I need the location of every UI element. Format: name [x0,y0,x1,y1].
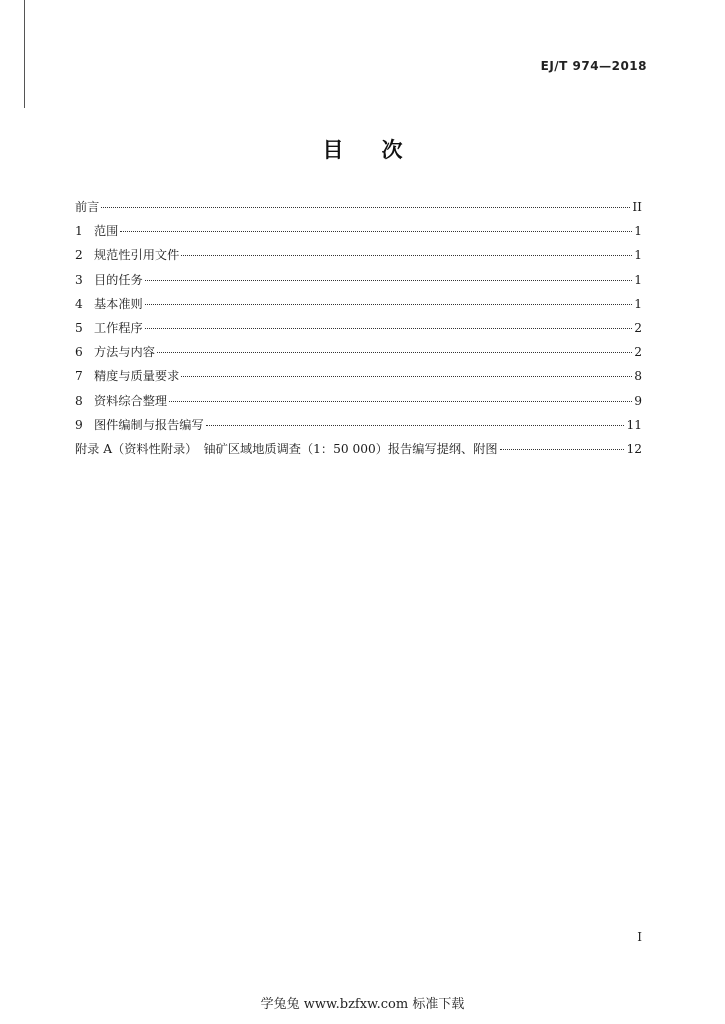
toc-entry-label: 工作程序 [94,320,143,335]
toc-entry-number: 3 [75,272,83,287]
toc-entry-label: 图件编制与报告编写 [94,417,204,432]
toc-leader-dots [206,425,625,426]
toc-entry-page: 1 [634,272,642,287]
binding-margin-line [24,0,25,108]
toc-entry-page: 2 [634,345,642,360]
toc-entry-page: 11 [626,417,642,432]
title-char-1: 目 [322,138,344,162]
toc-entry-3[interactable] [75,268,642,292]
toc-entry-page: 9 [634,393,642,408]
toc-leader-dots [169,401,632,402]
toc-entry-label: 前言 [75,200,100,214]
toc-leader-dots [500,449,625,450]
page-title [0,134,725,164]
toc-entry-appendix-a[interactable] [75,437,642,461]
toc-entry-number: 9 [75,417,83,432]
toc-leader-dots [181,255,632,256]
toc-entry-5[interactable] [75,316,642,340]
toc-entry-label: 规范性引用文件 [94,248,180,263]
toc-entry-page: II [632,200,642,214]
toc-entry-label: 精度与质量要求 [94,369,180,384]
toc-entry-7[interactable] [75,364,642,388]
toc-entry-label: 附录 A（资料性附录） 铀矿区域地质调查（1：50 000）报告编写提纲、附图 [75,441,498,456]
toc-leader-dots [145,280,632,281]
toc-entry-number: 8 [75,393,83,408]
title-char-2: 次 [381,138,403,162]
toc-entry-number: 2 [75,248,83,263]
toc-entry-foreword[interactable] [75,195,642,219]
standard-code: EJ/T 974—2018 [540,59,647,73]
toc-entry-number: 6 [75,345,83,360]
toc-entry-1[interactable] [75,219,642,243]
toc-entry-label: 基本准则 [94,296,143,311]
toc-entry-page: 1 [634,248,642,263]
toc-entry-page: 1 [634,224,642,239]
footer-watermark: 学兔兔 www.bzfxw.com 标准下载 [260,997,465,1012]
toc-entry-2[interactable] [75,243,642,267]
toc-entry-6[interactable] [75,340,642,364]
toc-leader-dots [101,207,630,208]
toc-leader-dots [157,352,632,353]
toc-leader-dots [145,328,632,329]
toc-entry-number: 4 [75,296,83,311]
toc-entry-number: 5 [75,320,83,335]
toc-entry-page: 2 [634,320,642,335]
toc-entry-number: 7 [75,369,83,384]
toc-entry-page: 12 [626,441,642,456]
toc-leader-dots [120,231,632,232]
table-of-contents [75,195,642,461]
toc-entry-page: 1 [634,296,642,311]
toc-entry-label: 资料综合整理 [94,393,168,408]
toc-leader-dots [181,376,632,377]
toc-entry-label: 目的任务 [94,272,143,287]
toc-entry-9[interactable] [75,413,642,437]
page-number: I [637,930,642,944]
toc-entry-8[interactable] [75,389,642,413]
toc-leader-dots [145,304,632,305]
toc-entry-page: 8 [634,369,642,384]
toc-entry-4[interactable] [75,292,642,316]
toc-entry-label: 范围 [94,224,119,239]
toc-entry-number: 1 [75,224,83,239]
toc-entry-label: 方法与内容 [94,345,155,360]
